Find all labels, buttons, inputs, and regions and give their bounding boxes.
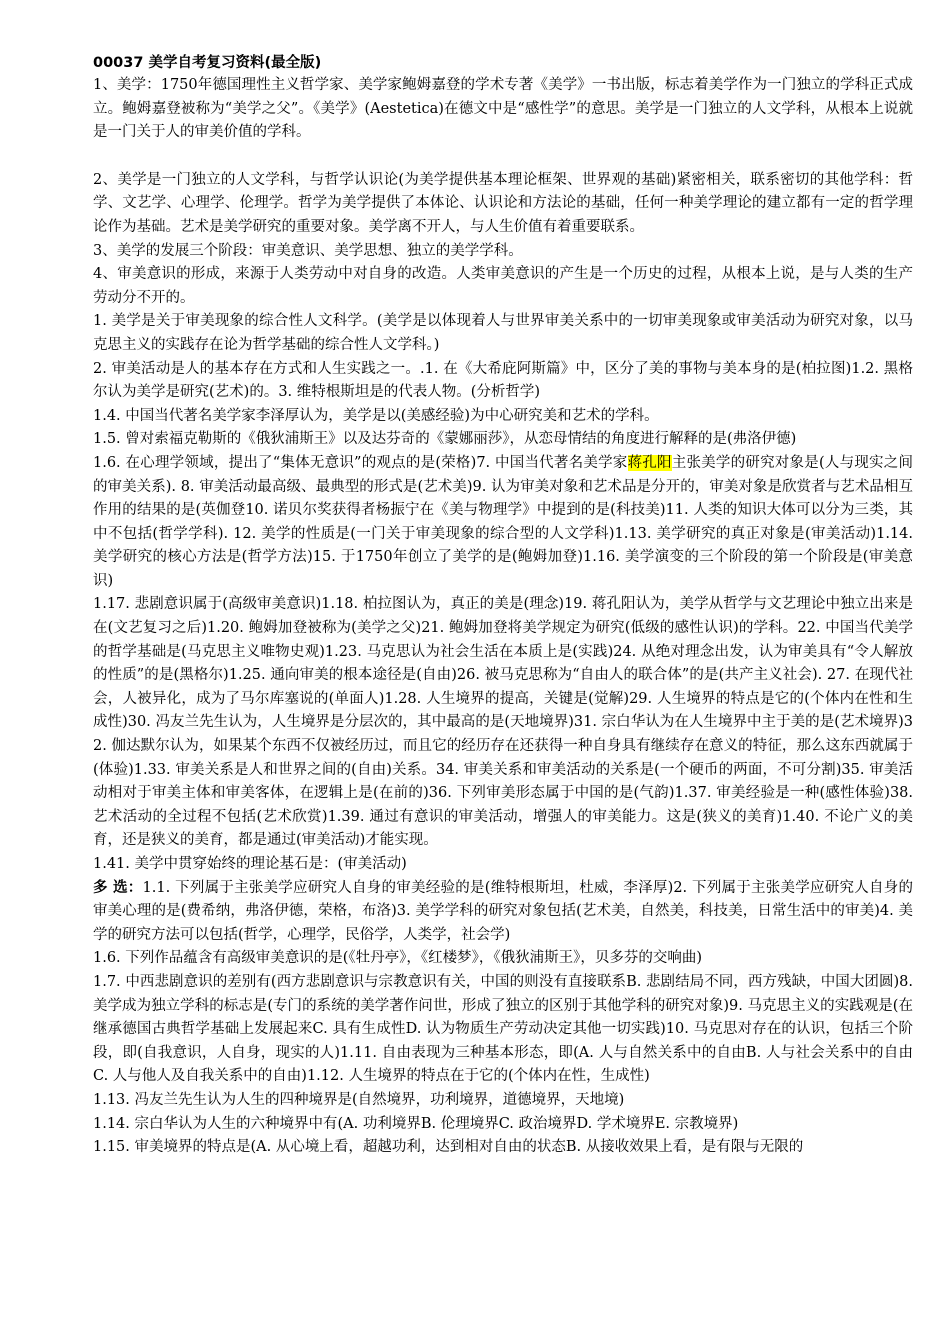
paragraph-10: 1.17. 悲剧意识属于(高级审美意识)1.18. 柏拉图认为，真正的美是(理念)19. 蒋孔阳认为，美学从哲学与文艺理论中独立出来是在(文艺复习之后)1.20. 鲍姆加登被称为(美学之父)21. 鲍姆加登将美学规定为研究(低级的感性认识)的学科。22. 中国当代美学的哲学基础是(马克思主义唯物史观)1.23. 马克思认为社会生活在本质上是(实践)24. 从绝对理念出发，认为审美具有“令人解放的性质”的是(黑格尔)1.25. 通向审美的根本途径是(自由)26. 被马克思称为“自由人的联合体”的是(共产主义社会). 27. 在现代社会，人被异化，成为了马尔库塞说的(单面人)1.28. 人生境界的提高，关键是(觉解)29. 人生境界的特点是它的(个体内在性和生成性)30. 冯友兰先生认为，人生境界是分层次的，其中最高的是(天地境界)31. 宗白华认为在人生境界中主于美的是(艺术境界)32. 伽达默尔认为，如果某个东西不仅被经历过，而且它的经历存在还获得一种自身具有继续存在意义的特征，那么这东西就属于(体验)1.33. 审美关系是人和世界之间的(自由)关系。34. 审美关系和审美活动的关系是(一个硬币的两面，不可分割)35. 审美活动相对于审美主体和审美客体，在逻辑上是(在前的)36. 下列审美形态属于中国的是(气韵)1.37. 审美经验是一种(感性体验)38. 艺术活动的全过程不包括(艺术欣赏)1.39. 通过有意识的审美活动，增强人的审美能力。这是(狭义的美育)1.40. 不论广义的美育，还是狭义的美育，都是通过(审美活动)才能实现。 (93, 596, 913, 849)
paragraph-15: 1.13. 冯友兰先生认为人生的四种境界是(自然境界，功利境界，道德境界，天地境) (93, 1091, 625, 1108)
paragraph-14: 1.7. 中西悲剧意识的差别有(西方悲剧意识与宗教意识有关，中国的则没有直接联系B. 悲剧结局不同，西方残缺，中国大团圆)8. 美学成为独立学科的标志是(专门的系统的美学著作问世，形成了独立的区别于其他学科的研究对象)9. 马克思主义的实践观是(在继承德国古典哲学基础上发展起来C. 具有生成性D. 认为物质生产劳动决定其他一切实践)10. 马克思对存在的认识，包括三个阶段，即(自我意识，人自身，现实的人)1.11. 自由表现为三种基本形态，即(A. 人与自然关系中的自由B. 人与社会关系中的自由C. 人与他人及自我关系中的自由)1.12. 人生境界的特点在于它的(个体内在性，生成性) (93, 973, 913, 1085)
paragraph-7: 1.4. 中国当代著名美学家李泽厚认为，美学是以(美感经验)为中心研究美和艺术的学科。 (93, 407, 659, 424)
paragraph-9-pre: 1.6. 在心理学领域，提出了“集体无意识”的观点的是(荣格)7. 中国当代著名美学家 (93, 454, 628, 471)
paragraph-12-body: 1.1. 下列属于主张美学应研究人自身的审美经验的是(维特根斯坦，杜威，李泽厚)2. 下列属于主张美学应研究人自身的审美心理的是(费希纳，弗洛伊德，荣格，布洛)3. 美学学科的研究对象包括(艺术美，自然美，科技美，日常生活中的审美)4. 美学的研究方法可以包括(哲学，心理学，民俗学，人类学，社会学) (93, 879, 913, 943)
paragraph-11: 1.41. 美学中贯穿始终的理论基石是：(审美活动) (93, 856, 407, 872)
paragraph-12 (93, 877, 913, 948)
paragraph-2: 2、美学是一门独立的人文学科，与哲学认识论(为美学提供基本理论框架、世界观的基础)紧密相关，联系密切的其他学科：哲学、文艺学、心理学、伦理学。哲学为美学提供了本体论、认识论和方法论的基础，任何一种美学理论的建立都有一定的哲学理论作为基础。艺术是美学研究的重要对象。美学离不开人，与人生价值有着重要联系。 (93, 171, 913, 235)
paragraph-1: 1、美学：1750年德国理性主义哲学家、美学家鲍姆嘉登的学术专著《美学》一书出版，标志着美学作为一门独立的学科正式成立。鲍姆嘉登被称为“美学之父”。《美学》(Aestetica)在德文中是“感性学”的意思。美学是一门独立的人文学科，从根本上说就是一门关于人的审美价值的学科。 (93, 77, 913, 141)
blank-line (93, 145, 913, 169)
paragraph-16: 1.14. 宗白华认为人生的六种境界中有(A. 功利境界B. 伦理境界C. 政治境界D. 学术境界E. 宗教境界) (93, 1115, 739, 1132)
paragraph-13: 1.6. 下列作品蕴含有高级审美意识的是(《牡丹亭》，《红楼梦》，《俄狄浦斯王》，贝多芬的交响曲) (93, 950, 703, 967)
paragraph-6: 2. 审美活动是人的基本存在方式和人生实践之一。.1. 在《大希庇阿斯篇》中，区分了美的事物与美本身的是(柏拉图)1.2. 黑格尔认为美学是研究(艺术)的。3. 维特根斯坦是的代表人物。(分析哲学) (93, 360, 913, 401)
paragraph-3: 3、美学的发展三个阶段：审美意识、美学思想、独立的美学学科。 (93, 242, 523, 259)
document-page (93, 52, 913, 1160)
paragraph-5: 1. 美学是关于审美现象的综合性人文科学。(美学是以体现着人与世界审美关系中的一切审美现象或审美活动为研究对象，以马克思主义的实践存在论为哲学基础的综合性人文学科。) (93, 313, 913, 353)
paragraph-9 (93, 452, 913, 594)
highlighted-name: 蒋孔阳 (627, 454, 672, 471)
paragraph-8: 1.5. 曾对索福克勒斯的《俄狄浦斯王》以及达芬奇的《蒙娜丽莎》，从恋母情结的角度进行解释的是(弗洛伊德) (93, 431, 797, 448)
paragraph-17: 1.15. 审美境界的特点是(A. 从心境上看，超越功利，达到相对自由的状态B. 从接收效果上看，是有限与无限的 (93, 1139, 804, 1156)
multi-choice-heading: 多 选： (93, 879, 143, 896)
paragraph-4: 4、审美意识的形成，来源于人类劳动中对自身的改造。人类审美意识的产生是一个历史的过程，从根本上说，是与人类的生产劳动分不开的。 (93, 266, 913, 306)
document-title: 00037 美学自考复习资料(最全版) (93, 55, 322, 71)
paragraph-9-post: 主张美学的研究对象是(人与现实之间的审美关系). 8. 审美活动最高级、最典型的形式是(艺术美)9. 认为审美对象和艺术品是分开的，审美对象是欣赏者与艺术品相互作用的结果的是(英伽登10. 诺贝尔奖获得者杨振宁在《美与物理学》中提到的是(科技美)11. 人类的知识大体可以分为三类，其中不包括(哲学学科). 12. 美学的性质是(一门关于审美现象的综合型的人文学科)1.13. 美学研究的真正对象是(审美活动)1.14. 美学研究的核心方法是(哲学方法)15. 于1750年创立了美学的是(鲍姆加登)1.16. 美学演变的三个阶段的第一个阶段是(审美意识) (93, 454, 914, 589)
